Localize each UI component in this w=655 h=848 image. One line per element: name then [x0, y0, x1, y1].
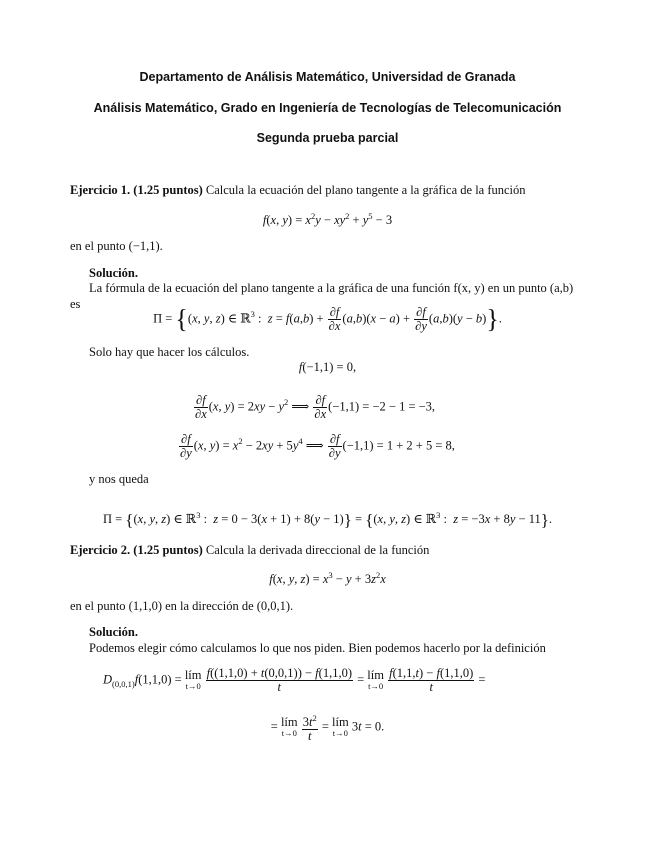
exercise-1-statement: Ejercicio 1. (1.25 puntos) Calcula la ecuación del plano tangente a la gráfica de la función [70, 183, 526, 197]
exercise-1-points: (1.25 puntos) [133, 183, 203, 197]
directional-derivative-result: = lím t→0 $\frac{3t^2}{t}$ = lím t→0 3t = 0. [270, 713, 385, 744]
exercise-2-statement: Ejercicio 2. (1.25 puntos) Calcula la derivada direccional de la función [70, 543, 430, 557]
exercise-1-label: Ejercicio 1. [70, 183, 131, 197]
f-value: f(−1,1) = 0, [298, 360, 357, 374]
exercise-1-text2: Solo hay que hacer los cálculos. [89, 345, 250, 359]
tangent-plane-formula: Π = {(x, y, z) ∈ ℝ$^3$ : z = f(a,b) + $\frac{\partial f}{\partial x}$ (a,b)(x − a) + $\frac{\partial f}{\partial y}$ (a,b)(y − b)}. [153, 304, 502, 334]
tangent-plane-result: Π = {(x, y, z) ∈ ℝ$^3$ : z = 0 − 3(x + 1) + 8(y − 1)} = {(x, y, z) ∈ ℝ$^3$ : z = −3x + 8y − 11}. [102, 510, 553, 530]
exercise-1-point: en el punto (−1,1). [70, 239, 163, 253]
exam-title: Segunda prueba parcial [256, 131, 399, 145]
exercise-1-solution-label: Solución. [89, 266, 138, 280]
exercise-2-text1: Podemos elegir cómo calculamos lo que nos piden. Bien podemos hacerlo por la definición [89, 641, 546, 655]
exercise-2-label: Ejercicio 2. [70, 543, 131, 557]
partial-x: $\frac{\partial f}{\partial x}$ (x, $y) = 2xy - y^2$ ⟹ $\frac{\partial f}{\partial x}$ (−1,1) = −2 − 1 = −3, [195, 393, 436, 421]
exercise-1-text1: La fórmula de la ecuación del plano tangente a la gráfica de una función f(x, y) en un punto (a,b) [89, 281, 574, 295]
directional-derivative-definition: $D_{(0,0,1)}f(1,1,0)$ = lím t→0 $\frac{f((1,1,0) + t(0,0,1)) - f(1,1,0)}{t}$ = lím t→0 $\frac{f(1,1,t) - f(1,1,0)}{t}$ = [103, 666, 486, 694]
exercise-1-text1b: es [70, 297, 81, 311]
course-title: Análisis Matemático, Grado en Ingeniería de Tecnologías de Telecomunicación [93, 101, 562, 115]
exercise-2-points: (1.25 puntos) [133, 543, 203, 557]
exercise-2-solution-label: Solución. [89, 625, 138, 639]
exercise-2-point: en el punto (1,1,0) en la dirección de (0,0,1). [70, 599, 294, 613]
exercise-1-text3: y nos queda [89, 472, 149, 486]
exercise-1-function: f(x, $y) = x^2y - xy^2 + y^5 - 3$ [262, 211, 393, 228]
exercise-2-function: f(x, y, $z) = x^3 - y + 3z^2x$ [269, 570, 386, 587]
department-title: Departamento de Análisis Matemático, Universidad de Granada [139, 70, 516, 84]
partial-y: $\frac{\partial f}{\partial y}$ (x, $y) = x^2 - 2xy + 5y^4$ ⟹ $\frac{\partial f}{\partial y}$ (−1,1) = 1 + 2 + 5 = 8, [180, 432, 455, 460]
